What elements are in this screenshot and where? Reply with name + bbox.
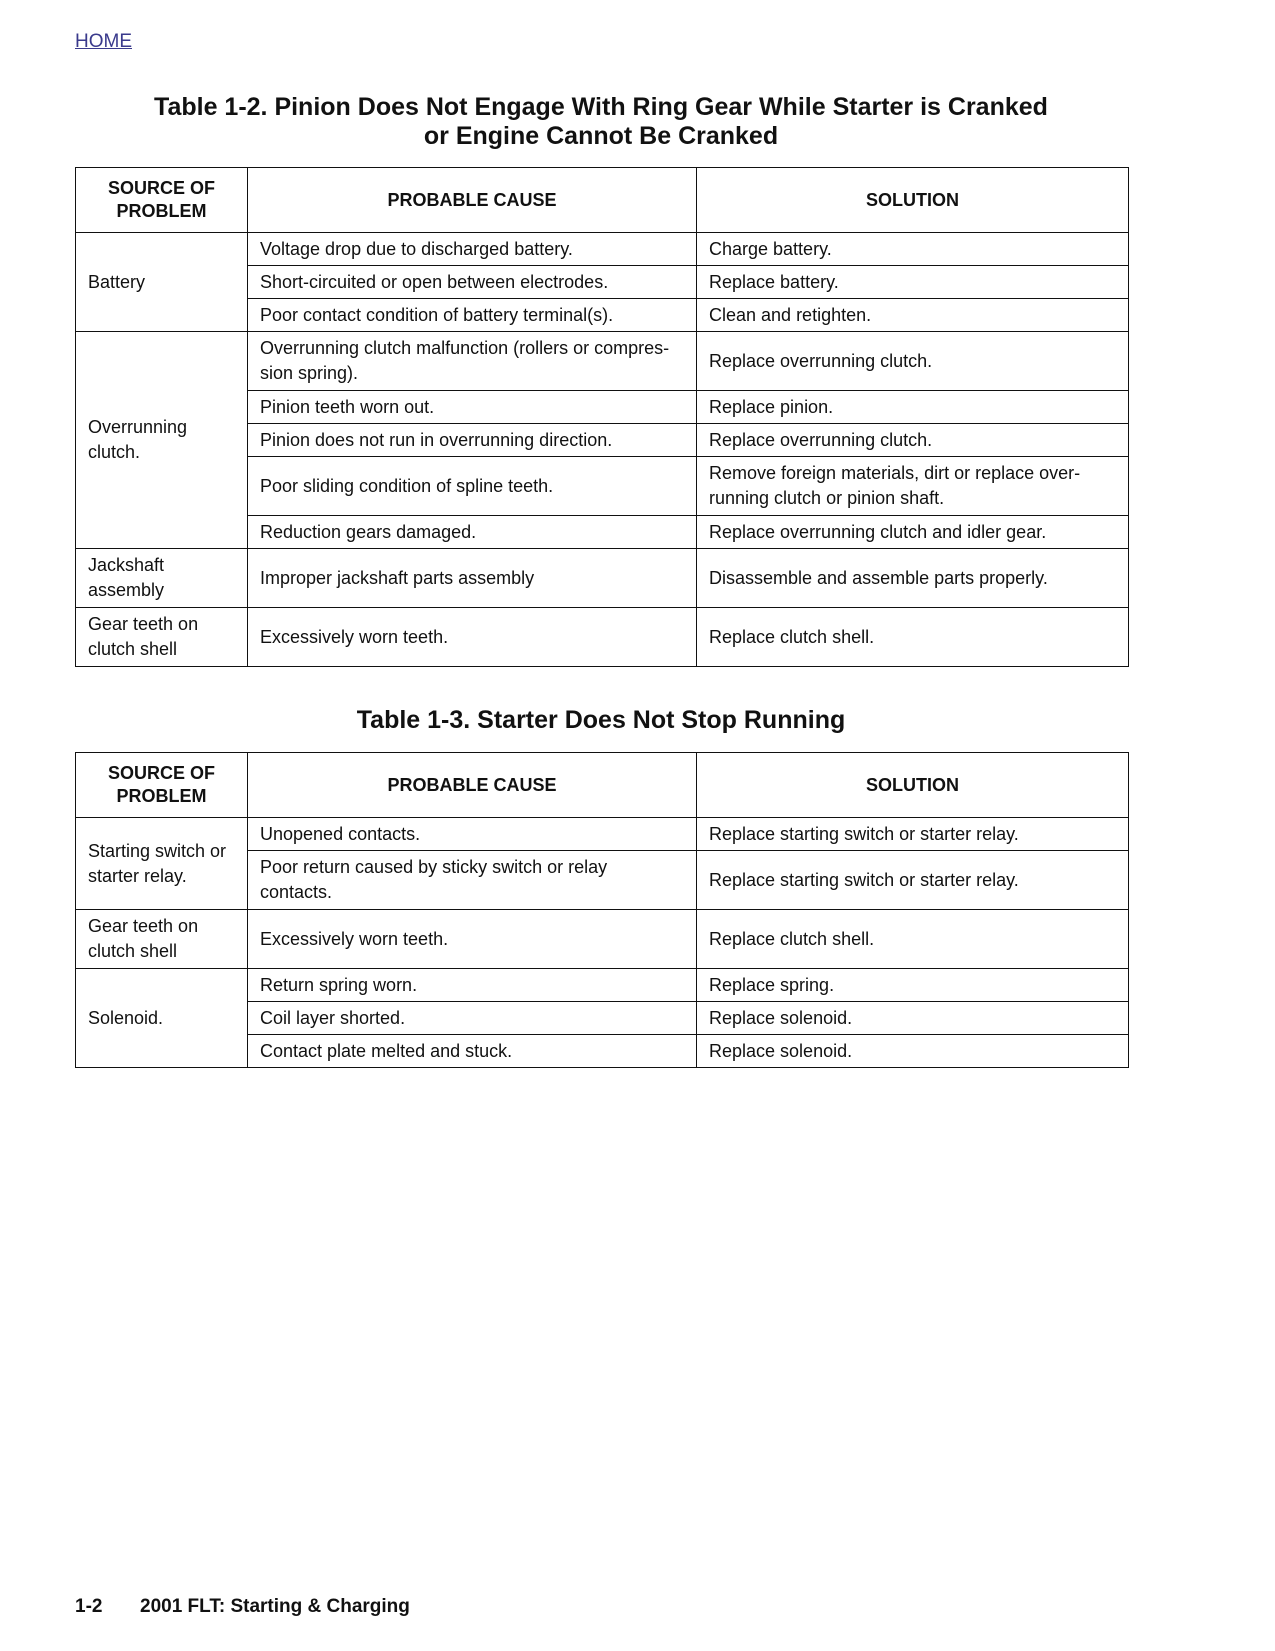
section-title: 2001 FLT: Starting & Charging: [140, 1596, 410, 1617]
table-1-3-title-line: Table 1-3. Starter Does Not Stop Running: [356, 706, 846, 734]
header-probable-cause: PROBABLE CAUSE: [248, 168, 697, 233]
solution-cell: Charge battery.: [697, 233, 1129, 266]
source-cell: Jackshaft assembly: [76, 549, 248, 608]
cause-cell: Excessively worn teeth.: [248, 910, 697, 969]
cause-cell: Short-circuited or open between electrodes.: [248, 266, 697, 299]
solution-cell: Replace pinion.: [697, 391, 1129, 424]
solution-cell: Clean and retighten.: [697, 299, 1129, 332]
cause-cell: Contact plate melted and stuck.: [248, 1035, 697, 1068]
cause-cell: Pinion does not run in overrunning direction.: [248, 424, 697, 457]
solution-cell: Disassemble and assemble parts properly.: [697, 549, 1129, 608]
home-link[interactable]: HOME: [75, 31, 132, 52]
troubleshooting-table-1-3: [75, 752, 1129, 1068]
cause-cell: Unopened contacts.: [248, 818, 697, 851]
page-footer: [75, 1596, 410, 1618]
cause-cell: Poor contact condition of battery terminal(s).: [248, 299, 697, 332]
cause-cell: Excessively worn teeth.: [248, 608, 697, 667]
table-row: [76, 233, 1129, 266]
solution-cell: Replace overrunning clutch.: [697, 424, 1129, 457]
solution-cell: Remove foreign materials, dirt or replace over-running clutch or pinion shaft.: [697, 457, 1129, 516]
table-row: [76, 332, 1129, 391]
cause-cell: Overrunning clutch malfunction (rollers or compres-sion spring).: [248, 332, 697, 391]
header-solution: SOLUTION: [697, 753, 1129, 818]
solution-cell: Replace spring.: [697, 969, 1129, 1002]
table-header-row: [76, 168, 1129, 233]
cause-cell: Pinion teeth worn out.: [248, 391, 697, 424]
solution-cell: Replace clutch shell.: [697, 608, 1129, 667]
troubleshooting-table-1-2: [75, 167, 1129, 667]
page-number: 1-2: [75, 1596, 103, 1617]
header-solution: SOLUTION: [697, 168, 1129, 233]
table-1-2-title-line-2: or Engine Cannot Be Cranked: [423, 122, 779, 150]
cause-cell: Improper jackshaft parts assembly: [248, 549, 697, 608]
source-cell: Gear teeth on clutch shell: [76, 608, 248, 667]
source-cell: Battery: [76, 233, 248, 332]
solution-cell: Replace clutch shell.: [697, 910, 1129, 969]
table-1-2-title-line-1: Table 1-2. Pinion Does Not Engage With Ring Gear While Starter is Cranked: [154, 93, 1048, 121]
cause-cell: Poor return caused by sticky switch or relay contacts.: [248, 851, 697, 910]
table-row: [76, 969, 1129, 1002]
header-probable-cause: PROBABLE CAUSE: [248, 753, 697, 818]
solution-cell: Replace solenoid.: [697, 1002, 1129, 1035]
table-1-2-title: [75, 93, 1127, 151]
cause-cell: Poor sliding condition of spline teeth.: [248, 457, 697, 516]
cause-cell: Voltage drop due to discharged battery.: [248, 233, 697, 266]
cause-cell: Coil layer shorted.: [248, 1002, 697, 1035]
solution-cell: Replace overrunning clutch.: [697, 332, 1129, 391]
source-cell: Starting switch or starter relay.: [76, 818, 248, 910]
solution-cell: Replace overrunning clutch and idler gear.: [697, 516, 1129, 549]
header-source-of-problem: SOURCE OF PROBLEM: [76, 753, 248, 818]
table-row: [76, 818, 1129, 851]
solution-cell: Replace starting switch or starter relay.: [697, 818, 1129, 851]
solution-cell: Replace starting switch or starter relay.: [697, 851, 1129, 910]
solution-cell: Replace solenoid.: [697, 1035, 1129, 1068]
table-row: [76, 608, 1129, 667]
table-1-3-title: [75, 706, 1127, 735]
header-source-of-problem: SOURCE OF PROBLEM: [76, 168, 248, 233]
source-cell: Gear teeth on clutch shell: [76, 910, 248, 969]
cause-cell: Reduction gears damaged.: [248, 516, 697, 549]
source-cell: Solenoid.: [76, 969, 248, 1068]
table-row: [76, 549, 1129, 608]
source-cell: Overrunning clutch.: [76, 332, 248, 549]
table-row: [76, 910, 1129, 969]
cause-cell: Return spring worn.: [248, 969, 697, 1002]
table-header-row: [76, 753, 1129, 818]
solution-cell: Replace battery.: [697, 266, 1129, 299]
